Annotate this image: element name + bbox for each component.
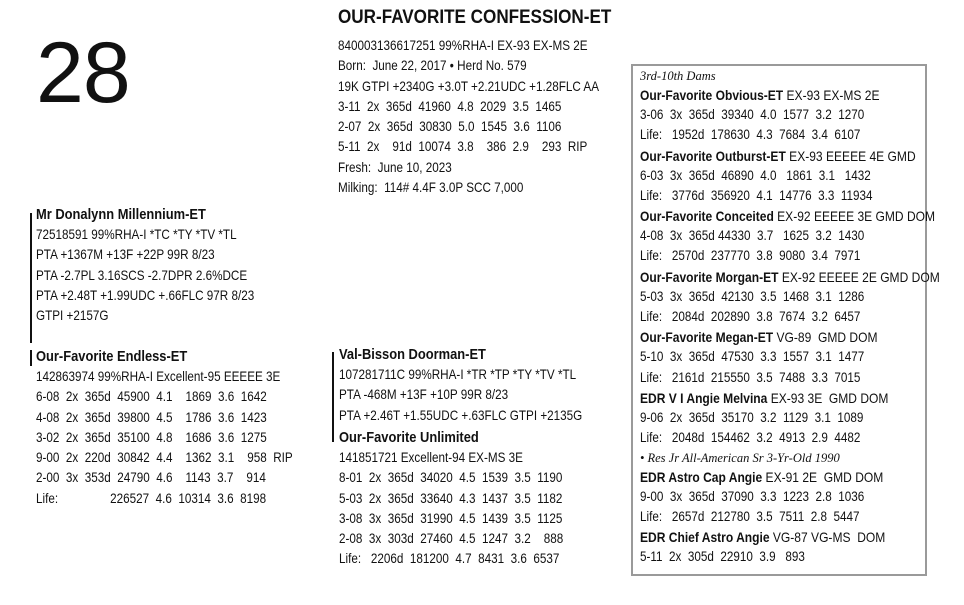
dam-name: Our-Favorite Endless-ET [36,348,188,365]
main-line: Fresh: June 10, 2023 [338,159,452,175]
dam-entry-name [640,85,940,105]
mgs-block [339,345,622,426]
sire-line: 72518591 99%RHA-I *TC *TY *TV *TL [36,227,237,242]
dam-line: 2-00 3x 353d 24790 4.6 1143 3.7 914 [36,470,266,486]
mgs-line: PTA -468M +13F +10P 99R 8/23 [339,387,509,403]
dam-entry-line: 5-11 2x 305d 22910 3.9 893 [640,549,805,565]
mgd-line: 5-03 2x 365d 33640 4.3 1437 3.5 1182 [339,490,563,506]
dam-line: Life: 226527 4.6 10314 3.6 8198 [36,490,267,506]
pedigree-line-sire [30,213,32,343]
dam-entry-line: 6-03 3x 365d 46890 4.0 1861 3.1 1432 [640,167,871,183]
sire-line: PTA +1367M +13F +22P 99R 8/23 [36,247,215,263]
dam-line: 9-00 2x 220d 30842 4.4 1362 3.1 958 RIP [36,450,293,466]
dam-entry-line: Life: 2570d 237770 3.8 9080 3.4 7971 [640,248,861,264]
main-line: 3-11 2x 365d 41960 4.8 2029 3.5 1465 [338,98,562,114]
dam-entry-line: 5-10 3x 365d 47530 3.3 1557 3.1 1477 [640,349,865,365]
dam-entry-line: 4-08 3x 365d 44330 3.7 1625 3.2 1430 [640,228,865,244]
dam-entry-classification: EX-93 EX-MS 2E [783,87,880,103]
dam-entry-line: 9-00 3x 365d 37090 3.3 1223 2.8 1036 [640,488,865,504]
dam-entry-classification: EX-92 EEEEE 2E GMD DOM [778,268,940,285]
dam-entry-name [640,146,940,166]
dam-entry-name [640,388,940,408]
sire-name: Mr Donalynn Millennium-ET [36,206,206,223]
dam-entry-line: Life: 2084d 202890 3.8 7674 3.2 6457 [640,309,861,325]
dam-entry-line: Life: 2161d 215550 3.5 7488 3.3 7015 [640,369,861,385]
dam-entry-title: Our-Favorite Obvious-ET [640,87,784,103]
dam-line: 142863974 99%RHA-I Excellent-95 EEEEE 3E [36,369,281,384]
dam-line: 3-02 2x 365d 35100 4.8 1686 3.6 1275 [36,429,267,445]
dam-entry-title: Our-Favorite Megan-ET [640,329,774,346]
dam-entry-name [640,467,940,487]
dam-entry-line: Life: 3776d 356920 4.1 14776 3.3 11934 [640,187,873,203]
mgd-name: Our-Favorite Unlimited [339,429,479,446]
dam-line: 6-08 2x 365d 45900 4.1 1869 3.6 1642 [36,389,267,405]
main-line: 840003136617251 99%RHA-I EX-93 EX-MS 2E [338,38,588,53]
main-line: Born: June 22, 2017 • Herd No. 579 [338,58,527,74]
dam-entry-classification: VG-89 GMD DOM [773,329,878,346]
mgd-line: 3-08 3x 365d 31990 4.5 1439 3.5 1125 [339,510,563,526]
sire-block [36,205,290,326]
mgd-line: 141851721 Excellent-94 EX-MS 3E [339,450,523,465]
dam-entry-line: 9-06 2x 365d 35170 3.2 1129 3.1 1089 [640,409,864,425]
dam-entry-classification: EX-92 EEEEE 3E GMD DOM [773,208,936,225]
main-animal-name: OUR-FAVORITE CONFESSION-ET [338,7,612,28]
dam-entry-name [640,327,940,347]
dams-box-header: 3rd-10th Dams [640,69,716,83]
sire-line: GTPI +2157G [36,308,109,324]
main-line: Milking: 114# 4.4F 3.0P SCC 7,000 [338,180,524,196]
mgd-block [339,428,600,570]
main-line: 5-11 2x 91d 10074 3.8 386 2.9 293 RIP [338,139,588,155]
mgs-line: PTA +2.46T +1.55UDC +.63FLC GTPI +2135G [339,407,583,423]
dam-entry-name [640,206,940,226]
dam-entry-title: EDR Astro Cap Angie [640,468,763,485]
main-line: 19K GTPI +2340G +3.0T +2.21UDC +1.28FLC AA [338,78,600,94]
dam-entry-classification: EX-93 3E GMD DOM [767,389,889,406]
dam-entry-line: Life: 2048d 154462 3.2 4913 2.9 4482 [640,430,861,446]
dam-entry-title: Our-Favorite Conceited [640,208,774,225]
pedigree-line-dam [30,350,32,366]
mgd-line: 8-01 2x 365d 34020 4.5 1539 3.5 1190 [339,470,563,486]
mgd-line: 2-08 3x 303d 27460 4.5 1247 3.2 888 [339,531,564,547]
dam-line: 4-08 2x 365d 39800 4.5 1786 3.6 1423 [36,409,267,425]
sire-line: PTA +2.48T +1.99UDC +.66FLC 97R 8/23 [36,287,255,303]
dam-entry-name [640,527,940,547]
dam-entry-note: • Res Jr All-American Sr 3-Yr-Old 1990 [640,450,840,465]
dam-block [36,347,335,509]
dam-entry-classification: EX-93 EEEEE 4E GMD [785,147,916,164]
lot-number: 28 [36,25,130,121]
dam-entry-title: EDR V I Angie Melvina [640,389,768,406]
dam-entry-name [640,267,940,287]
mgs-name: Val-Bisson Doorman-ET [339,346,486,363]
dam-entry-classification: VG-87 VG-MS DOM [769,529,886,546]
dams-box-content [640,67,964,567]
dam-entry-line: 5-03 3x 365d 42130 3.5 1468 3.1 1286 [640,288,865,304]
dam-entry-title: EDR Chief Astro Angie [640,529,770,546]
dam-entry-title: Our-Favorite Morgan-ET [640,268,779,285]
main-animal-block [338,6,642,198]
sire-line: PTA -2.7PL 3.16SCS -2.7DPR 2.6%DCE [36,267,248,283]
mgd-line: Life: 2206d 181200 4.7 8431 3.6 6537 [339,551,560,567]
mgs-line: 107281711C 99%RHA-I *TR *TP *TY *TV *TL [339,367,577,382]
dam-entry-classification: EX-91 2E GMD DOM [762,468,884,485]
main-line: 2-07 2x 365d 30830 5.0 1545 3.6 1106 [338,119,562,135]
dam-entry-line: 3-06 3x 365d 39340 4.0 1577 3.2 1270 [640,107,865,122]
dam-entry-title: Our-Favorite Outburst-ET [640,147,786,164]
dam-entry-line: Life: 2657d 212780 3.5 7511 2.8 5447 [640,508,860,524]
dam-entry-line: Life: 1952d 178630 4.3 7684 3.4 6107 [640,127,861,143]
